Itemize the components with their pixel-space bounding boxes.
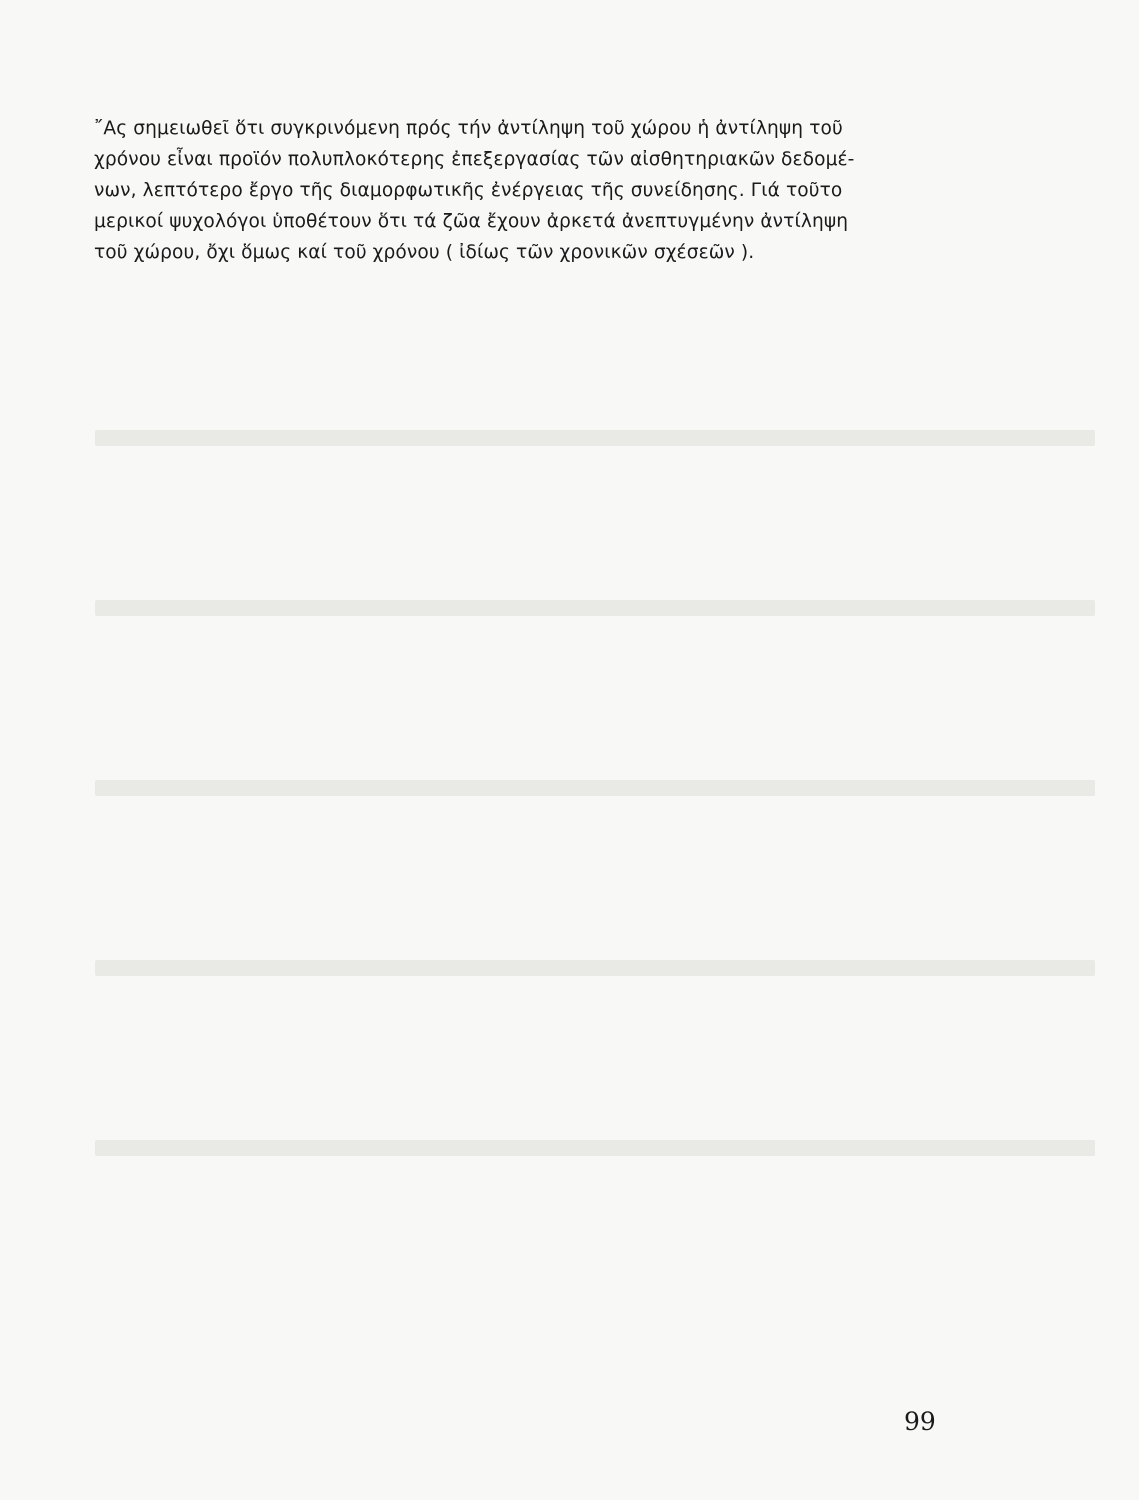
text-line: ῎Ας σημειωθεῖ ὅτι συγκρινόμενη πρός τήν ἀντίληψη τοῦ χώρου ἡ ἀντίληψη τοῦ — [94, 118, 843, 139]
text-line: χρόνου εἶναι προϊόν πολυπλοκότερης ἐπεξεργασίας τῶν αἰσθητηριακῶν δεδομέ- — [94, 149, 855, 170]
text-line: νων, λεπτότερο ἔργο τῆς διαμορφωτικῆς ἐνέργειας τῆς συνείδησης. Γιά τοῦτο — [94, 180, 843, 201]
show-through-line — [95, 430, 1095, 446]
page-number: 99 — [904, 1407, 936, 1436]
show-through-line — [95, 960, 1095, 976]
text-line: μερικοί ψυχολόγοι ὑποθέτουν ὅτι τά ζῶα ἔχουν ἀρκετά ἀνεπτυγμένην ἀντίληψη — [94, 211, 849, 232]
show-through-line — [95, 600, 1095, 616]
text-line: τοῦ χώρου, ὄχι ὅμως καί τοῦ χρόνου ( ἰδίως τῶν χρονικῶν σχέσεῶν ). — [94, 242, 755, 263]
show-through-line — [95, 1140, 1095, 1156]
show-through-line — [95, 780, 1095, 796]
footnote-paragraph — [94, 113, 948, 268]
